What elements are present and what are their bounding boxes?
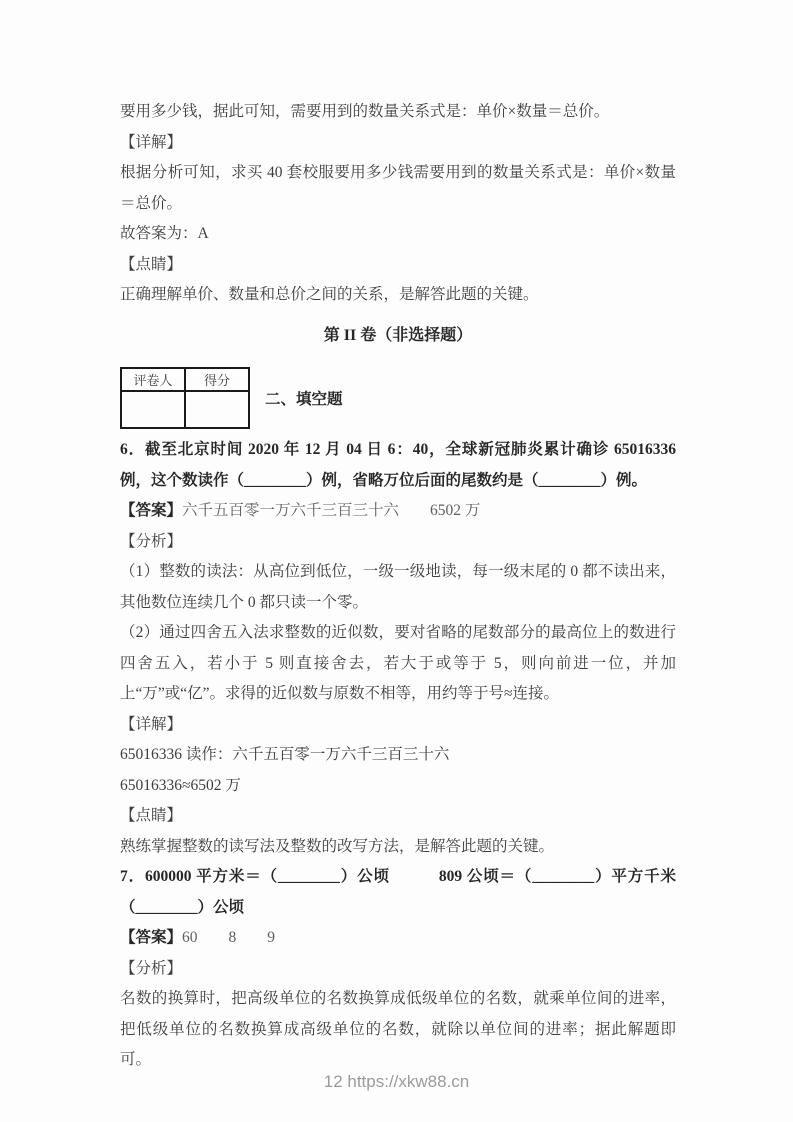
q5-conclusion: 故答案为：A bbox=[120, 225, 209, 242]
section-heading-fill-in-blanks: 二、填空题 bbox=[265, 391, 343, 408]
q5-tip-label: 【点睛】 bbox=[120, 255, 183, 273]
grader-score-table bbox=[120, 367, 250, 429]
grader-table-header-row bbox=[121, 368, 249, 391]
q6-tip-label: 【点睛】 bbox=[120, 807, 183, 824]
q6-detail-label: 【详解】 bbox=[120, 715, 183, 733]
q5-tip-text: 正确理解单价、数量和总价之间的关系，是解答此题的关键。 bbox=[120, 286, 539, 303]
q6-detail-reading: 65016336 读作：六千五百零一万六千三百三十六 bbox=[120, 746, 450, 763]
part2-title: 第 II 卷（非选择题） bbox=[323, 326, 473, 344]
grader-table-blank-row bbox=[121, 391, 249, 428]
q6-analysis-point1: （1）整数的读法：从高位到低位，一级一级地读，每一级末尾的 0 都不读出来，其他数位连续几个 0 都只读一个零。 bbox=[120, 563, 676, 611]
page-footer: 12 https://xkw88.cn bbox=[323, 1072, 470, 1091]
question6-stem: 6．截至北京时间 2020 年 12 月 04 日 6：40，全球新冠肺炎累计确诊 65016336 例，这个数读作（________）例，省略万位后面的尾数约是（________）例。 bbox=[120, 441, 676, 489]
grader-col-header: 评卷人 bbox=[121, 368, 185, 391]
q6-answer-label: 【答案】 bbox=[120, 502, 183, 519]
q6-tip-text: 熟练掌握整数的读写法及整数的改写方法，是解答此题的关键。 bbox=[120, 837, 555, 855]
question6-answer-line bbox=[120, 496, 676, 527]
score-col-header: 得分 bbox=[185, 368, 249, 391]
q7-answer-label: 【答案】 bbox=[120, 929, 183, 946]
grader-blank-cell bbox=[121, 391, 185, 428]
q6-answer-value: 六千五百零一万六千三百三十六 6502 万 bbox=[182, 502, 481, 519]
q7-analysis-label: 【分析】 bbox=[120, 959, 183, 977]
question7-answer-line bbox=[120, 923, 676, 954]
q6-analysis-label: 【分析】 bbox=[120, 532, 183, 550]
score-blank-cell bbox=[185, 391, 249, 428]
grader-score-block bbox=[120, 367, 676, 429]
q6-detail-approximation: 65016336≈6502 万 bbox=[120, 776, 241, 794]
q5-explanation-tail: 要用多少钱，据此可知，需要用到的数量关系式是：单价×数量＝总价。 bbox=[120, 103, 610, 120]
q6-analysis-point2: （2）通过四舍五入法求整数的近似数，要对省略的尾数部分的最高位上的数进行四舍五入，若小于 5 则直接舍去，若大于或等于 5，则向前进一位，并加上“万”或“亿”。求得的近似数与原数不相等，用约等于号≈连接。 bbox=[120, 624, 676, 702]
q5-detail-label: 【详解】 bbox=[120, 133, 183, 151]
q7-analysis-text: 名数的换算时，把高级单位的名数换算成低级单位的名数，就乘单位间的进率，把低级单位的名数换算成高级单位的名数，就除以单位间的进率；据此解题即可。 bbox=[120, 990, 676, 1068]
question7-stem: 7．600000 平方米＝（________）公顷 809 公顷＝（________）平方千米（________）公顷 bbox=[120, 868, 676, 916]
q7-answer-value: 60 8 9 bbox=[182, 929, 276, 946]
q5-detail-text: 根据分析可知，求买 40 套校服要用多少钱需要用到的数量关系式是：单价×数量＝总价。 bbox=[120, 164, 676, 212]
